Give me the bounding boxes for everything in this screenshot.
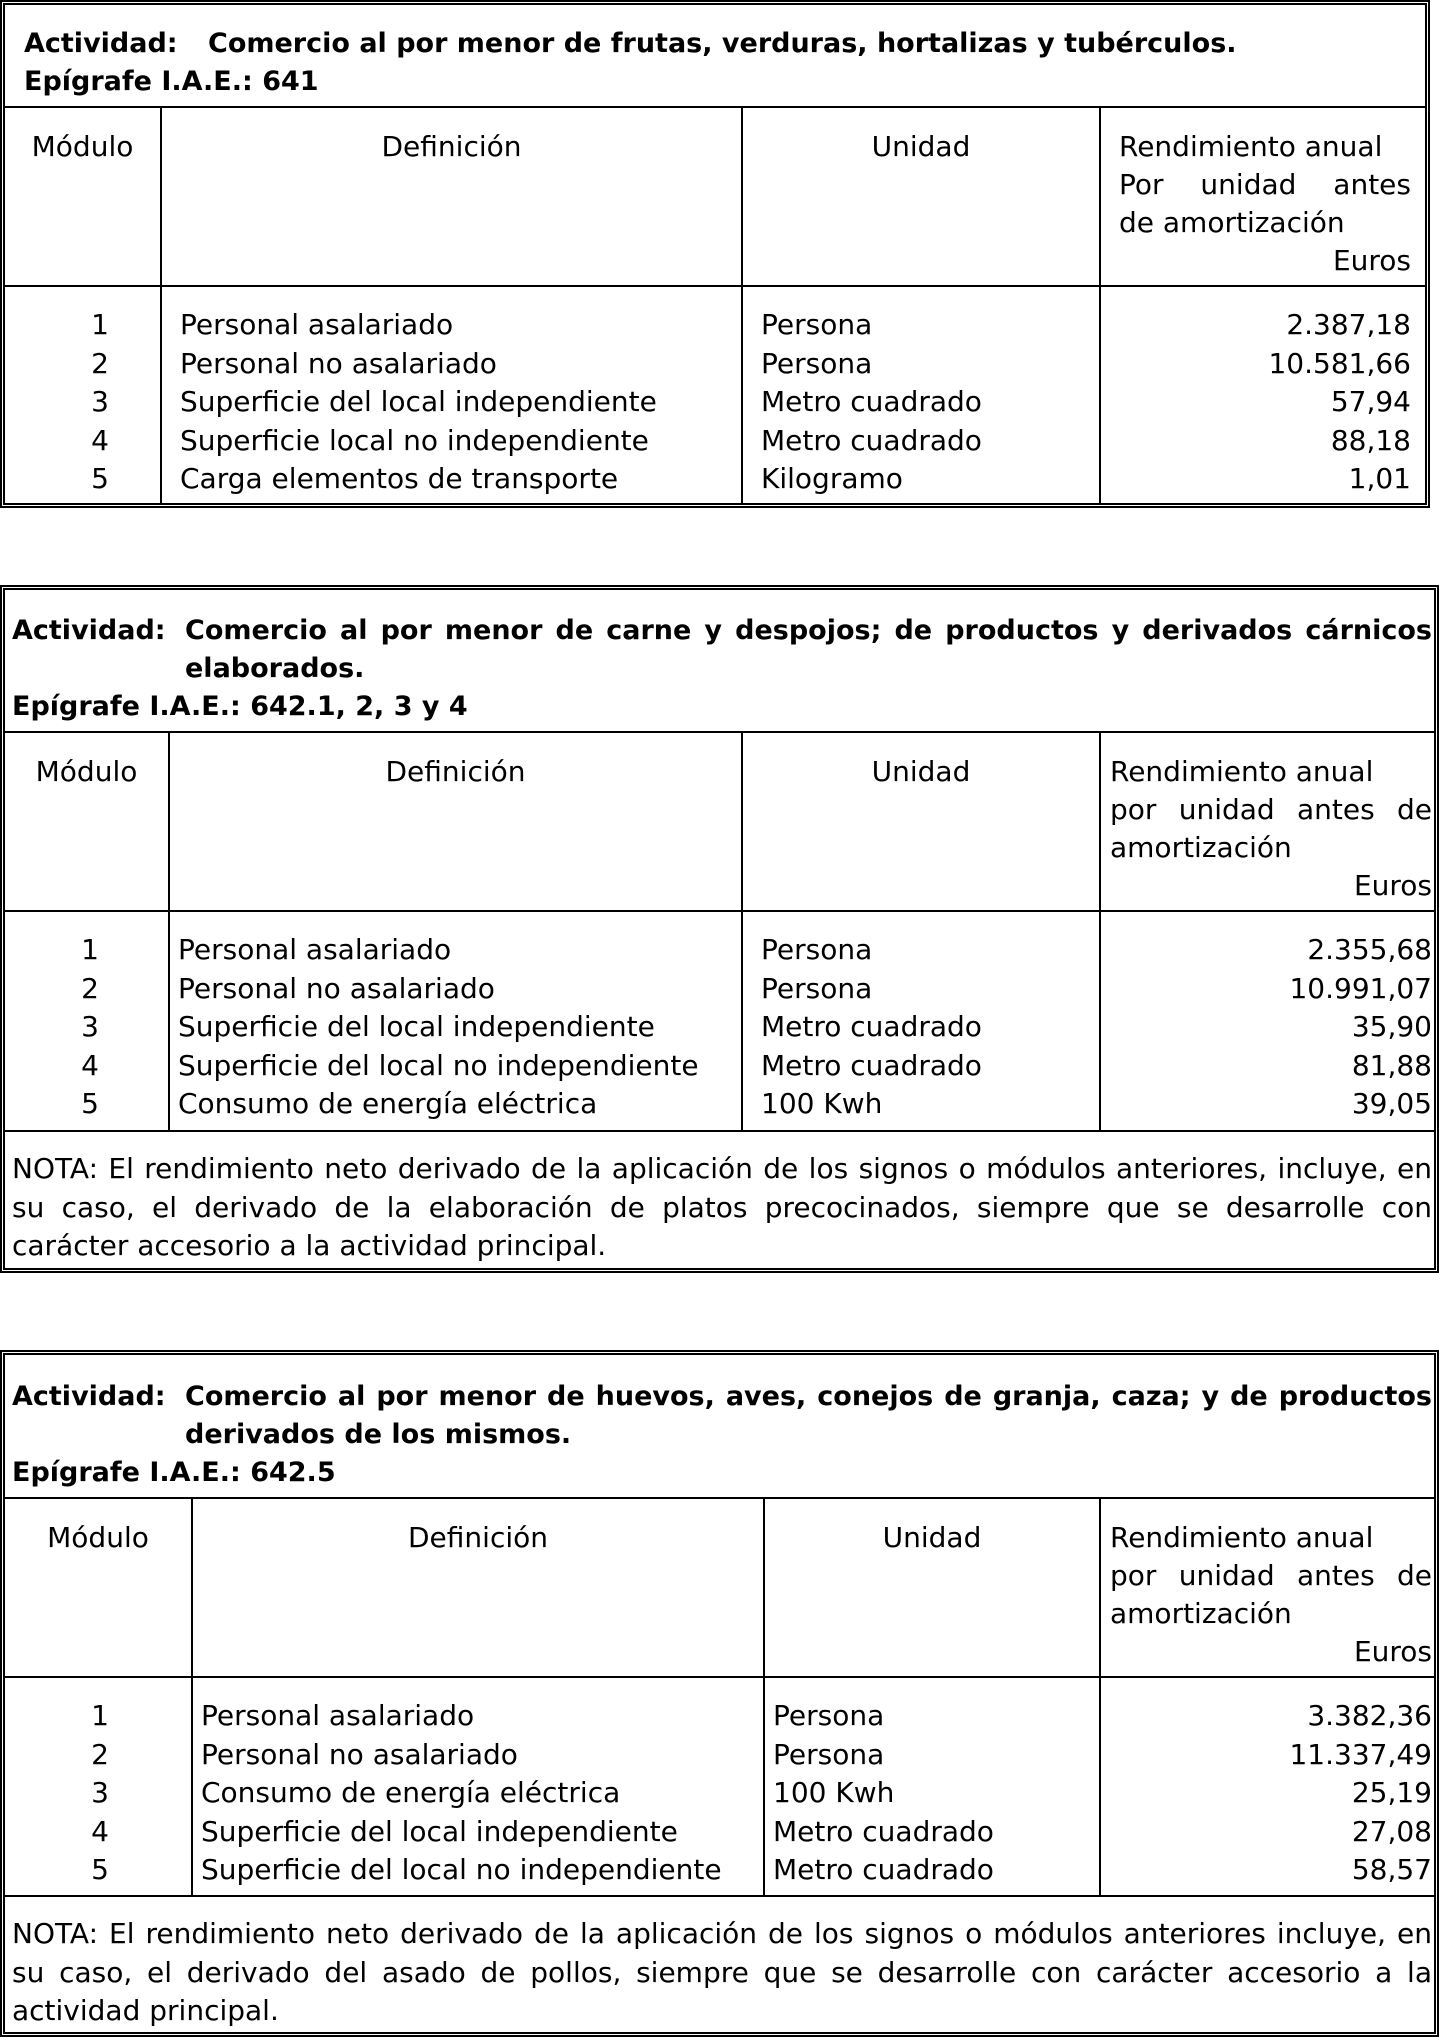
header-divider-top xyxy=(5,731,1434,733)
epigrafe: Epígrafe I.A.E.: 642.5 xyxy=(12,1457,336,1488)
header-currency: Euros xyxy=(1353,1635,1432,1668)
table-row-unidad: Persona xyxy=(761,933,873,966)
header-rendimiento-line: por unidad antes de xyxy=(1110,1559,1432,1592)
table-row-unidad: Metro cuadrado xyxy=(761,1010,982,1043)
header-divider-bottom xyxy=(5,910,1434,912)
table-row-definicion: Personal no asalariado xyxy=(178,971,495,1005)
actividad-label: Actividad: xyxy=(24,28,178,59)
column-divider xyxy=(1099,106,1101,503)
table-row-unidad: Persona xyxy=(773,1737,885,1771)
table-row-rendimiento: 81,88 xyxy=(1351,1048,1432,1082)
definicion-column xyxy=(178,931,699,1124)
table-row-rendimiento: 3.382,36 xyxy=(1307,1699,1432,1732)
actividad-text: Comercio al por menor de frutas, verduras, hortalizas y tubérculos. xyxy=(208,28,1237,59)
modulo-column xyxy=(5,1697,195,1890)
table-row-modulo: 2 xyxy=(81,971,99,1005)
table-row-modulo: 3 xyxy=(91,1776,109,1809)
table-row-rendimiento: 10.991,07 xyxy=(1289,971,1432,1005)
header-rendimiento-line: Por unidad antes xyxy=(1119,168,1411,201)
table-row-definicion: Superficie del local no independiente xyxy=(201,1853,722,1886)
table-row-definicion: Consumo de energía eléctrica xyxy=(201,1776,621,1809)
table-row-unidad: Persona xyxy=(761,971,873,1005)
table-row-rendimiento: 35,90 xyxy=(1351,1010,1432,1043)
table-row-rendimiento: 58,57 xyxy=(1351,1853,1432,1886)
table-row-rendimiento: 25,19 xyxy=(1351,1776,1432,1809)
nota-text: NOTA: El rendimiento neto derivado de la aplicación de los signos o módulos anteriores incluye, en su caso, el derivado del asado de pollos, siempre que se desarrolle con carácter accesorio a la actividad principal. xyxy=(12,1917,1432,2027)
table-row-modulo: 5 xyxy=(91,462,109,495)
actividad-label: Actividad: xyxy=(12,615,166,646)
table-row-unidad: 100 Kwh xyxy=(773,1776,895,1809)
header-divider-bottom xyxy=(5,1676,1434,1678)
table-row-rendimiento: 2.355,68 xyxy=(1307,933,1432,966)
table-row-definicion: Superficie del local independiente xyxy=(178,1010,655,1043)
module-table-641 xyxy=(0,0,1430,508)
table-row-rendimiento: 2.387,18 xyxy=(1286,308,1411,341)
table-row-modulo: 1 xyxy=(81,933,99,966)
definicion-column xyxy=(201,1697,722,1890)
table-row-rendimiento: 88,18 xyxy=(1330,423,1411,457)
header-unidad: Unidad xyxy=(871,130,971,163)
table-row-definicion: Superficie del local independiente xyxy=(201,1814,678,1848)
table-row-definicion: Consumo de energía eléctrica xyxy=(178,1087,598,1120)
table-row-definicion: Superficie del local no independiente xyxy=(178,1048,699,1082)
header-rendimiento-line: amortización xyxy=(1110,1597,1292,1630)
table-row-rendimiento: 11.337,49 xyxy=(1289,1737,1432,1771)
module-table-642-5 xyxy=(0,1350,1439,2037)
table-row-modulo: 1 xyxy=(91,1699,109,1732)
table-row-modulo: 2 xyxy=(91,346,109,380)
table-row-unidad: Metro cuadrado xyxy=(761,1048,982,1082)
header-currency: Euros xyxy=(1353,869,1432,902)
header-divider-top xyxy=(5,1497,1434,1499)
header-modulo: Módulo xyxy=(47,1521,149,1554)
header-rendimiento-line: Rendimiento anual xyxy=(1119,130,1383,163)
definicion-column xyxy=(180,306,657,499)
table-row-rendimiento: 1,01 xyxy=(1348,462,1411,495)
table-row-modulo: 5 xyxy=(91,1853,109,1886)
table-row-unidad: Metro cuadrado xyxy=(761,423,982,457)
header-modulo: Módulo xyxy=(31,130,134,163)
header-divider-bottom xyxy=(5,285,1425,287)
header-rendimiento-line: Rendimiento anual xyxy=(1110,1521,1374,1554)
rendimiento-column xyxy=(1105,931,1432,1124)
table-row-modulo: 5 xyxy=(81,1087,99,1120)
header-rendimiento xyxy=(1119,128,1411,280)
table-row-definicion: Personal asalariado xyxy=(201,1699,475,1732)
table-row-definicion: Personal asalariado xyxy=(180,308,454,341)
header-rendimiento-line: Rendimiento anual xyxy=(1110,755,1374,788)
rendimiento-column xyxy=(1105,1697,1432,1890)
epigrafe: Epígrafe I.A.E.: 641 xyxy=(24,66,319,97)
table-row-rendimiento: 10.581,66 xyxy=(1268,346,1411,380)
table-row-unidad: 100 Kwh xyxy=(761,1087,883,1120)
table-row-modulo: 3 xyxy=(81,1010,99,1043)
actividad-label: Actividad: xyxy=(12,1381,166,1412)
header-definicion: Definición xyxy=(408,1521,548,1554)
unidad-column xyxy=(761,306,982,499)
unidad-column xyxy=(761,931,982,1124)
table-row-definicion: Personal no asalariado xyxy=(201,1737,518,1771)
actividad-text: Comercio al por menor de carne y despojos; de productos y derivados cárnicos elaborados. xyxy=(185,615,1432,684)
table-row-rendimiento: 39,05 xyxy=(1351,1087,1432,1120)
header-definicion: Definición xyxy=(385,755,526,788)
nota-divider xyxy=(5,1130,1434,1132)
table-row-unidad: Metro cuadrado xyxy=(773,1814,994,1848)
column-divider xyxy=(1099,731,1101,1130)
header-currency: Euros xyxy=(1332,244,1411,277)
header-rendimiento-line: por unidad antes de xyxy=(1110,793,1432,826)
table-row-rendimiento: 27,08 xyxy=(1351,1814,1432,1848)
table-row-modulo: 4 xyxy=(81,1048,99,1082)
table-row-modulo: 1 xyxy=(91,308,109,341)
table-row-unidad: Persona xyxy=(773,1699,885,1732)
header-definicion: Definición xyxy=(381,130,522,163)
actividad-text: Comercio al por menor de huevos, aves, conejos de granja, caza; y de productos derivados de los mismos. xyxy=(185,1381,1432,1450)
table-row-definicion: Carga elementos de transporte xyxy=(180,462,619,495)
nota-divider xyxy=(5,1895,1434,1897)
epigrafe: Epígrafe I.A.E.: 642.1, 2, 3 y 4 xyxy=(12,691,468,722)
table-row-modulo: 3 xyxy=(91,385,109,418)
column-divider xyxy=(1099,1497,1101,1895)
table-row-definicion: Superficie local no independiente xyxy=(180,423,649,457)
table-row-definicion: Superficie del local independiente xyxy=(180,385,657,418)
header-unidad: Unidad xyxy=(882,1521,982,1554)
table-row-definicion: Personal asalariado xyxy=(178,933,452,966)
module-table-642-1 xyxy=(0,585,1439,1273)
header-unidad: Unidad xyxy=(871,755,971,788)
unidad-column xyxy=(773,1697,994,1890)
table-row-unidad: Metro cuadrado xyxy=(773,1853,994,1886)
table-row-unidad: Metro cuadrado xyxy=(761,385,982,418)
header-rendimiento-line: amortización xyxy=(1110,831,1292,864)
table-row-unidad: Persona xyxy=(761,346,873,380)
table-row-unidad: Persona xyxy=(761,308,873,341)
rendimiento-column xyxy=(1105,306,1411,499)
table-row-unidad: Kilogramo xyxy=(761,462,903,495)
modulo-column xyxy=(5,306,195,499)
table-row-modulo: 2 xyxy=(91,1737,109,1771)
table-row-modulo: 4 xyxy=(91,423,109,457)
header-rendimiento xyxy=(1110,753,1432,905)
modulo-column xyxy=(5,931,175,1124)
table-row-rendimiento: 57,94 xyxy=(1330,385,1411,418)
header-rendimiento-line: de amortización xyxy=(1119,206,1345,239)
header-modulo: Módulo xyxy=(35,755,138,788)
header-divider-top xyxy=(5,106,1425,108)
table-row-definicion: Personal no asalariado xyxy=(180,346,497,380)
nota-text: NOTA: El rendimiento neto derivado de la aplicación de los signos o módulos anteriores, incluye, en su caso, el derivado de la elaboración de platos precocinados, siempre que se desarrolle con carácter accesorio a la actividad principal. xyxy=(12,1152,1432,1262)
header-rendimiento xyxy=(1110,1519,1432,1671)
table-row-modulo: 4 xyxy=(91,1814,109,1848)
